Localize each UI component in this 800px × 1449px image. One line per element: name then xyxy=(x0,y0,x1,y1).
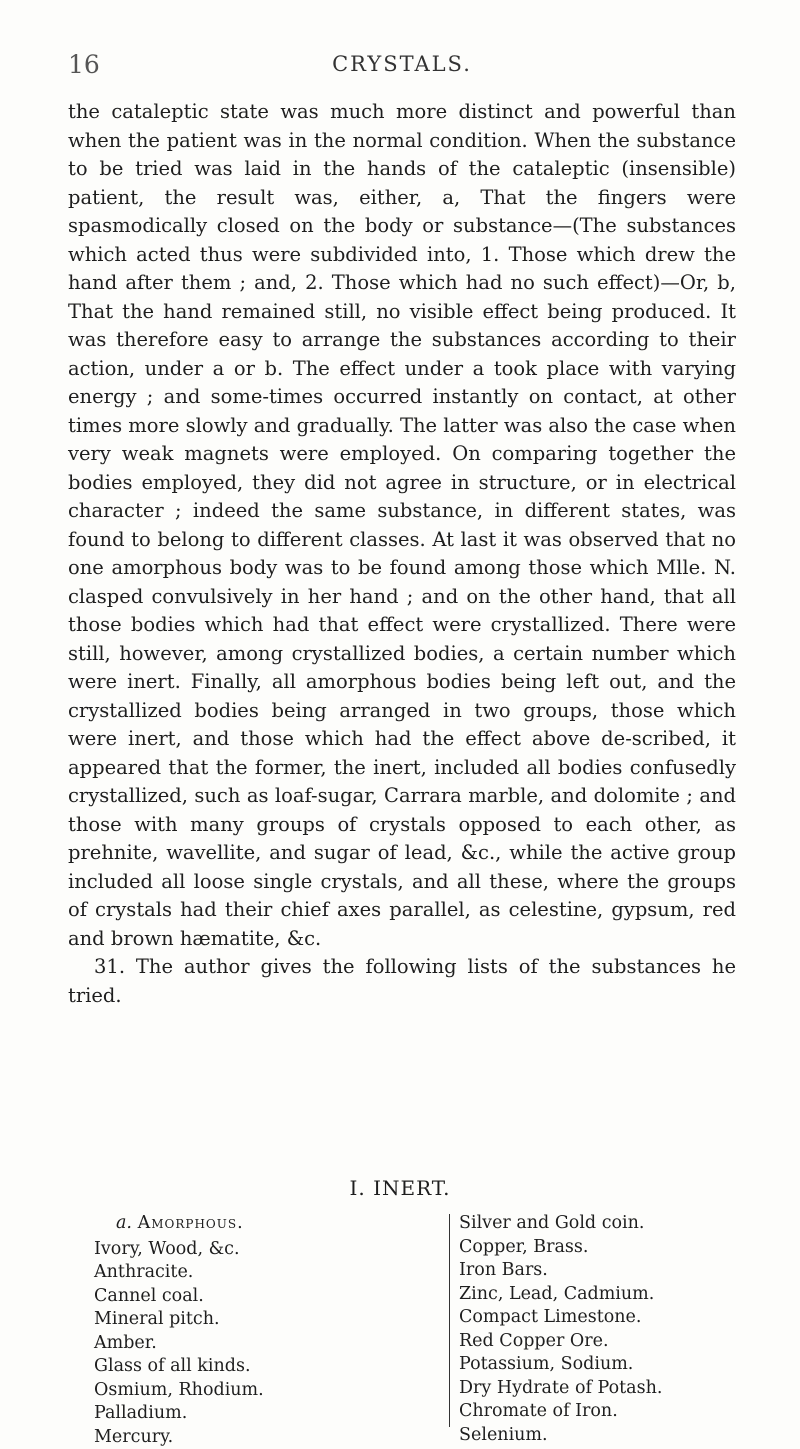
page-header xyxy=(68,50,736,80)
list-item: Palladium. xyxy=(94,1402,374,1426)
list-item: Glass of all kinds. xyxy=(94,1355,374,1379)
list-item: Compact Limestone. xyxy=(459,1306,759,1330)
list-item: Anthracite. xyxy=(94,1261,374,1285)
list-item: Dry Hydrate of Potash. xyxy=(459,1377,759,1401)
list-item: Cannel coal. xyxy=(94,1285,374,1309)
amorphous-column xyxy=(94,1212,374,1449)
page-number: 16 xyxy=(68,50,100,79)
paragraph-1: the cataleptic state was much more distinct and powerful than when the patient was in the normal condition. When the substance to be tried was laid in the hands of the cataleptic (insensible) patient, the result was, either, a, That the fingers were spasmodically closed on the body or substance—(The substances which acted thus were subdivided into, 1. Those which drew the hand after them ; and, 2. Those which had no such effect)—Or, b, That the hand remained still, no visible effect being produced. It was therefore easy to arrange the substances according to their action, under a or b. The effect under a took place with varying energy ; and some-times occurred instantly on contact, at other times more slowly and gradually. The latter was also the case when very weak magnets were employed. On comparing together the bodies employed, they did not agree in structure, or in electrical character ; indeed the same substance, in different states, was found to belong to different classes. At last it was observed that no one amorphous body was to be found among those which Mlle. N. clasped convulsively in her hand ; and on the other hand, that all those bodies which had that effect were crystallized. There were still, however, among crystallized bodies, a certain number which were inert. Finally, all amorphous bodies being left out, and the crystallized bodies being arranged in two groups, those which were inert, and those which had the effect above de-scribed, it appeared that the former, the inert, included all bodies confusedly crystallized, such as loaf-sugar, Carrara marble, and dolomite ; and those with many groups of crystals opposed to each other, as prehnite, wavellite, and sugar of lead, &c., while the active group included all loose single crystals, and all these, where the groups of crystals had their chief axes parallel, as celestine, gypsum, red and brown hæmatite, &c. xyxy=(68,98,736,953)
list-item: Red Copper Ore. xyxy=(459,1330,759,1354)
list-item: Mineral pitch. xyxy=(94,1308,374,1332)
list-item: Mercury. xyxy=(94,1426,374,1449)
column-letter: a. xyxy=(116,1213,132,1233)
list-item: Iron Bars. xyxy=(459,1259,759,1283)
list-item: Copper, Brass. xyxy=(459,1236,759,1260)
section-heading: I. INERT. xyxy=(0,1176,800,1200)
list-item: Amber. xyxy=(94,1332,374,1356)
column-title: Amorphous. xyxy=(138,1213,244,1233)
list-item: Silver and Gold coin. xyxy=(459,1212,759,1236)
paragraph-2: 31. The author gives the following lists of the substances he tried. xyxy=(68,953,736,1010)
list-item: Osmium, Rhodium. xyxy=(94,1379,374,1403)
amorphous-list xyxy=(94,1238,374,1449)
metals-list xyxy=(459,1212,759,1447)
list-item: Selenium. xyxy=(459,1424,759,1448)
list-item: Zinc, Lead, Cadmium. xyxy=(459,1283,759,1307)
metals-column xyxy=(459,1212,759,1447)
list-item: Chromate of Iron. xyxy=(459,1400,759,1424)
list-item: Ivory, Wood, &c. xyxy=(94,1238,374,1262)
list-item: Potassium, Sodium. xyxy=(459,1353,759,1377)
running-title: CRYSTALS. xyxy=(68,52,736,76)
body-text xyxy=(68,98,736,1010)
column-divider xyxy=(449,1214,450,1427)
column-heading xyxy=(94,1212,374,1236)
